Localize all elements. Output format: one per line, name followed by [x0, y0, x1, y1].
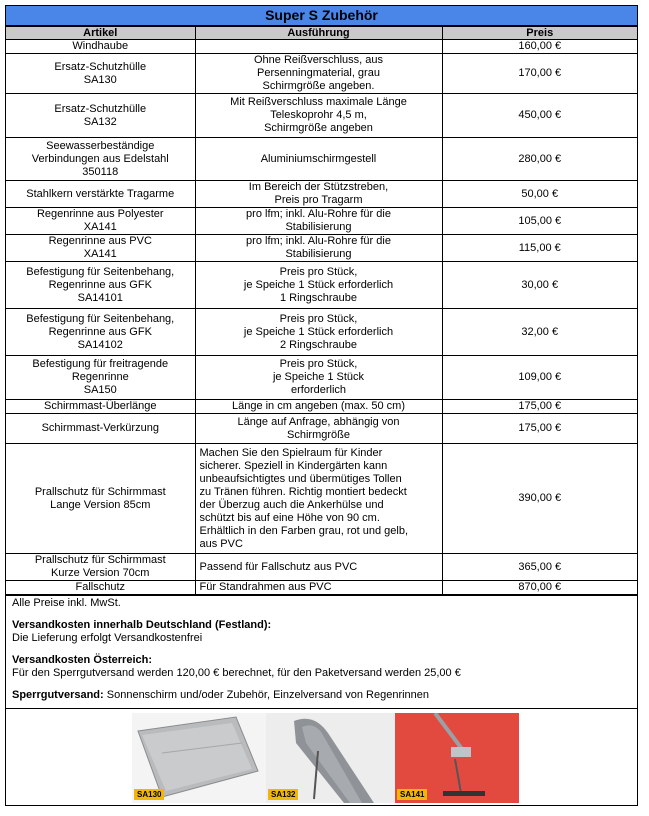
- accessory-sheet: [5, 5, 638, 806]
- artikel-cell-line: Windhaube: [72, 40, 129, 52]
- product-image-sa141: [395, 713, 519, 803]
- image-label: SA132: [268, 789, 298, 800]
- artikel-cell-line: SA14101: [77, 291, 123, 304]
- artikel-cell-line: Kurze Version 70cm: [51, 567, 150, 579]
- ausfuehrung-cell: [195, 309, 442, 356]
- germany-shipping-text: Die Lieferung erfolgt Versandkostenfrei: [12, 632, 203, 644]
- ausfuehrung-cell-line: Machen Sie den Spielraum für Kinder: [199, 446, 383, 459]
- ausfuehrung-cell: [195, 40, 442, 54]
- preis-cell: 175,00 €: [442, 414, 637, 444]
- artikel-cell-line: SA150: [83, 384, 117, 396]
- preis-cell: 280,00 €: [442, 138, 637, 181]
- artikel-cell: [6, 94, 195, 138]
- column-header-preis: Preis: [442, 27, 637, 40]
- artikel-cell-line: Regenrinne: [71, 371, 129, 383]
- table-row: [6, 262, 637, 309]
- artikel-cell: [6, 400, 195, 414]
- ausfuehrung-cell-line: erforderlich: [290, 384, 347, 396]
- artikel-cell-line: SA132: [83, 115, 117, 128]
- artikel-cell-line: Regenrinne aus GFK: [48, 278, 152, 291]
- ausfuehrung-cell-line: Im Bereich der Stützstreben,: [248, 181, 389, 193]
- table-row: [6, 54, 637, 94]
- preis-cell: 115,00 €: [442, 235, 637, 262]
- ausfuehrung-cell-line: je Speiche 1 Stück erforderlich: [243, 278, 394, 291]
- artikel-cell: [6, 444, 195, 554]
- ausfuehrung-cell-line: aus PVC: [199, 537, 243, 550]
- bulk-shipping-text: Sonnenschirm und/oder Zubehör, Einzelversand von Regenrinnen: [103, 689, 430, 701]
- preis-cell: 450,00 €: [442, 94, 637, 138]
- preis-cell: 175,00 €: [442, 400, 637, 414]
- germany-shipping-heading: Versandkosten innerhalb Deutschland (Festland):: [12, 619, 272, 631]
- preis-cell: 32,00 €: [442, 309, 637, 356]
- table-row: [6, 400, 637, 414]
- ausfuehrung-cell-line: Erhältlich in den Farben grau, rot und gelb,: [199, 524, 409, 537]
- artikel-cell-line: Befestigung für Seitenbehang,: [26, 312, 175, 325]
- artikel-cell-line: Verbindungen aus Edelstahl: [31, 152, 169, 165]
- ausfuehrung-cell-line: Aluminiumschirmgestell: [260, 152, 377, 165]
- bulk-shipping-heading: Sperrgutversand:: [12, 689, 104, 701]
- table-row: [6, 414, 637, 444]
- ausfuehrung-cell: [195, 262, 442, 309]
- ausfuehrung-cell-line: 1 Ringschraube: [279, 291, 358, 304]
- preis-cell: 105,00 €: [442, 208, 637, 235]
- ausfuehrung-cell-line: Schirmgröße: [287, 428, 350, 441]
- price-table: [6, 26, 637, 595]
- artikel-cell-line: Fallschutz: [75, 581, 126, 593]
- artikel-cell-line: Ersatz-Schutzhülle: [54, 102, 147, 115]
- artikel-cell: [6, 54, 195, 94]
- ausfuehrung-cell-line: sicherer. Speziell in Kindergärten kann: [199, 459, 388, 472]
- ausfuehrung-cell-line: Ohne Reißverschluss, aus: [254, 54, 383, 66]
- ausfuehrung-cell-line: Preis pro Stück,: [279, 265, 358, 278]
- artikel-cell-line: 350118: [82, 165, 119, 178]
- preis-cell: 109,00 €: [442, 356, 637, 400]
- ausfuehrung-cell: [195, 554, 442, 581]
- vat-note: Alle Preise inkl. MwSt.: [12, 597, 121, 609]
- ausfuehrung-cell-line: Für Standrahmen aus PVC: [199, 581, 332, 593]
- ausfuehrung-cell-line: Mit Reißverschluss maximale Länge: [230, 96, 407, 108]
- ausfuehrung-cell-line: Preis pro Tragarm: [274, 194, 363, 206]
- ausfuehrung-cell-line: Stabilisierung: [285, 221, 352, 233]
- preis-cell: 870,00 €: [442, 581, 637, 595]
- ausfuehrung-cell-line: pro lfm; inkl. Alu-Rohre für die: [246, 235, 391, 247]
- product-image-strip: [6, 708, 637, 805]
- ausfuehrung-cell: [195, 208, 442, 235]
- artikel-cell-line: Prallschutz für Schirmmast: [34, 485, 166, 498]
- table-row: [6, 40, 637, 54]
- column-header-artikel: Artikel: [6, 27, 195, 40]
- ausfuehrung-cell: [195, 94, 442, 138]
- table-row: [6, 554, 637, 581]
- austria-shipping-text: Für den Sperrgutversand werden 120,00 € berechnet, für den Paketversand werden 25,00 €: [12, 667, 461, 679]
- ausfuehrung-cell-line: Stabilisierung: [285, 248, 352, 260]
- shipping-notes: [6, 595, 637, 708]
- table-row: [6, 444, 637, 554]
- artikel-cell-line: Seewasserbeständige: [46, 139, 155, 152]
- austria-shipping-heading: Versandkosten Österreich:: [12, 654, 153, 666]
- table-row: [6, 581, 637, 595]
- artikel-cell-line: Regenrinne aus Polyester: [36, 208, 164, 220]
- ausfuehrung-cell: [195, 54, 442, 94]
- artikel-cell-line: Stahlkern verstärkte Tragarme: [26, 187, 175, 200]
- artikel-cell-line: Ersatz-Schutzhülle: [54, 60, 147, 73]
- artikel-cell-line: Lange Version 85cm: [50, 498, 151, 511]
- table-row: [6, 309, 637, 356]
- artikel-cell: [6, 235, 195, 262]
- artikel-cell-line: Befestigung für Seitenbehang,: [26, 265, 175, 278]
- sheet-title: Super S Zubehör: [6, 6, 637, 26]
- ausfuehrung-cell: [195, 138, 442, 181]
- ausfuehrung-cell: [195, 581, 442, 595]
- artikel-cell-line: Befestigung für freitragende: [32, 358, 169, 370]
- preis-cell: 160,00 €: [442, 40, 637, 54]
- ausfuehrung-cell-line: pro lfm; inkl. Alu-Rohre für die: [246, 208, 391, 220]
- artikel-cell-line: Schirmmast-Überlänge: [44, 400, 157, 412]
- artikel-cell-line: Schirmmast-Verkürzung: [41, 422, 159, 434]
- ausfuehrung-cell-line: Schirmgröße angeben.: [262, 80, 375, 92]
- ausfuehrung-cell-line: Preis pro Stück,: [279, 358, 358, 370]
- preis-cell: 390,00 €: [442, 444, 637, 554]
- ausfuehrung-cell: [195, 235, 442, 262]
- preis-cell: 170,00 €: [442, 54, 637, 94]
- artikel-cell: [6, 208, 195, 235]
- ausfuehrung-cell-line: Länge in cm angeben (max. 50 cm): [231, 400, 406, 412]
- product-image-sa130: [132, 713, 266, 803]
- ausfuehrung-cell-line: Schirmgröße angeben: [264, 122, 373, 134]
- table-row: [6, 235, 637, 262]
- ausfuehrung-cell-line: Länge auf Anfrage, abhängig von: [237, 415, 400, 428]
- ausfuehrung-cell-line: je Speiche 1 Stück: [272, 371, 365, 383]
- ausfuehrung-cell: [195, 356, 442, 400]
- artikel-cell-line: XA141: [83, 221, 117, 233]
- table-row: [6, 138, 637, 181]
- ausfuehrung-cell-line: Preis pro Stück,: [279, 312, 358, 325]
- artikel-cell-line: Regenrinne aus PVC: [48, 235, 152, 247]
- product-image-sa132: [266, 713, 395, 803]
- ausfuehrung-cell: [195, 414, 442, 444]
- header-row: [6, 27, 637, 40]
- ausfuehrung-cell-line: unbeaufsichtigtes und übermütiges Tollen: [199, 472, 402, 485]
- table-row: [6, 94, 637, 138]
- column-header-ausfuehrung: Ausführung: [195, 27, 442, 40]
- artikel-cell: [6, 414, 195, 444]
- artikel-cell: [6, 181, 195, 208]
- ausfuehrung-cell: [195, 181, 442, 208]
- ausfuehrung-cell-line: 2 Ringschraube: [279, 338, 358, 351]
- preis-cell: 365,00 €: [442, 554, 637, 581]
- table-row: [6, 208, 637, 235]
- ausfuehrung-cell-line: Persenningmaterial, grau: [257, 67, 380, 79]
- artikel-cell-line: Regenrinne aus GFK: [48, 325, 152, 338]
- ausfuehrung-cell-line: je Speiche 1 Stück erforderlich: [243, 325, 394, 338]
- ausfuehrung-cell-line: schützt bis auf eine Höhe von 90 cm.: [199, 511, 380, 524]
- ausfuehrung-cell: [195, 444, 442, 554]
- image-label: SA130: [134, 789, 164, 800]
- ausfuehrung-cell: [195, 400, 442, 414]
- artikel-cell-line: SA130: [83, 73, 117, 86]
- artikel-cell: [6, 581, 195, 595]
- artikel-cell: [6, 138, 195, 181]
- ausfuehrung-cell-line: Teleskoprohr 4,5 m,: [270, 109, 367, 121]
- artikel-cell: [6, 309, 195, 356]
- ausfuehrung-cell-line: zu Tränen führen. Richtig montiert bedeckt: [199, 485, 407, 498]
- preis-cell: 30,00 €: [442, 262, 637, 309]
- artikel-cell-line: XA141: [83, 248, 117, 260]
- image-label: SA141: [397, 789, 427, 800]
- artikel-cell: [6, 554, 195, 581]
- artikel-cell-line: SA14102: [77, 338, 123, 351]
- table-row: [6, 181, 637, 208]
- artikel-cell: [6, 40, 195, 54]
- preis-cell: 50,00 €: [442, 181, 637, 208]
- ausfuehrung-cell-line: Passend für Fallschutz aus PVC: [199, 560, 358, 573]
- table-row: [6, 356, 637, 400]
- artikel-cell: [6, 356, 195, 400]
- artikel-cell-line: Prallschutz für Schirmmast: [34, 554, 166, 566]
- ausfuehrung-cell-line: der Überzug auch die Ankerhülse und: [199, 498, 384, 511]
- artikel-cell: [6, 262, 195, 309]
